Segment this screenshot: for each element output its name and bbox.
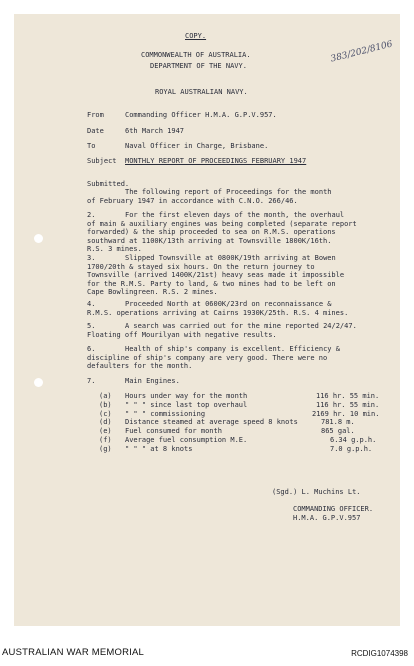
paragraph-line: discipline of ship's company are very good. There were no <box>87 353 328 362</box>
engine-row-key: (f) <box>99 436 112 444</box>
footer-source: AUSTRALIAN WAR MEMORIAL <box>2 647 145 658</box>
punch-hole <box>34 378 43 387</box>
paragraph-line: Health of ship's company is excellent. Efficiency & <box>125 345 340 353</box>
paragraph-line: of February 1947 in accordance with C.N.O. 266/46. <box>87 197 298 205</box>
handwritten-reference: 383/202/8106 <box>329 39 394 65</box>
org-line-2: DEPARTMENT OF THE NAVY. <box>150 62 247 70</box>
engine-row-label: Fuel consumed for month <box>125 427 222 436</box>
paragraph-line: Slipped Townsville at 0800K/19th arriving at Bowen <box>125 254 336 262</box>
subject-value: MONTHLY REPORT OF PROCEEDINGS FEBRUARY 1947 <box>125 157 307 165</box>
org-line-1: COMMONWEALTH OF AUSTRALIA. <box>141 51 251 59</box>
subject-label: Subject <box>87 157 117 165</box>
paragraph-line: Floating off Mourilyan with negative results. <box>87 330 277 339</box>
engine-row-value: 116 hr. 55 min. <box>316 392 380 400</box>
date-value: 6th March 1947 <box>125 127 185 135</box>
paragraph-number: 6. <box>87 345 96 353</box>
paragraph-number: 3. <box>87 254 96 262</box>
engine-row-label: Distance steamed at average speed 8 knots <box>125 418 298 427</box>
submitted-line: Submitted. <box>87 180 130 188</box>
paragraph-line: R.S. 3 mines. <box>87 245 142 253</box>
engine-row-value: 2169 hr. 10 min. <box>312 409 380 418</box>
engine-row-key: (e) <box>99 427 112 436</box>
engine-row-key: (a) <box>99 392 112 400</box>
engine-row-value: 865 gal. <box>321 427 355 436</box>
paragraph-line: Proceeded North at 0600K/23rd on reconnaissance & <box>125 300 332 308</box>
engine-row-value: 6.34 g.p.h. <box>330 436 377 444</box>
engine-row-value: 781.8 m. <box>321 418 355 427</box>
paragraph-line: R.M.S. operations arriving at Cairns 1930K/25th. R.S. 4 mines. <box>87 308 349 317</box>
copy-heading: COPY. <box>185 32 207 40</box>
engine-row-label: " " " at 8 knots <box>125 444 193 453</box>
engine-row-label: Average fuel consumption M.E. <box>125 436 248 444</box>
paragraph-number: 5. <box>87 322 96 330</box>
from-label: From <box>87 111 104 119</box>
paragraph-line: defaulters for the month. <box>87 362 193 370</box>
paragraph-line: A search was carried out for the mine reported 24/2/47. <box>125 322 357 330</box>
paragraph-line: Cape Bowlingreen. R.S. 2 mines. <box>87 288 218 296</box>
engine-row-value: 7.0 g.p.h. <box>330 444 373 453</box>
document-page <box>14 14 400 626</box>
paragraph-line: For the first eleven days of the month, the overhaul <box>125 211 345 219</box>
signature-line: (Sgd.) L. Muchins Lt. <box>272 488 361 496</box>
punch-hole <box>34 234 43 243</box>
engine-row-label: " " " commissioning <box>125 409 206 418</box>
signature-title: COMMANDING OFFICER. <box>293 505 374 513</box>
date-label: Date <box>87 127 104 135</box>
paragraph-line: The following report of Proceedings for the month <box>125 188 332 196</box>
paragraph-line: southward at 1100K/13th arriving at Townsville 1800K/16th. <box>87 236 332 245</box>
paragraph-line: Townsville (arrived 1400K/21st) heavy seas made it impossible <box>87 271 345 279</box>
engine-row-value: 116 hr. 55 min. <box>316 400 380 409</box>
paragraph-line: of main & auxiliary engines was being completed (separate report <box>87 219 357 228</box>
org-line-3: ROYAL AUSTRALIAN NAVY. <box>155 88 248 96</box>
paragraph-number: 4. <box>87 300 96 308</box>
to-label: To <box>87 142 96 150</box>
engine-row-key: (c) <box>99 409 112 418</box>
paragraph-number: 7. <box>87 377 96 385</box>
from-value: Commanding Officer H.M.A. G.P.V.957. <box>125 111 277 119</box>
paragraph-number: 2. <box>87 211 96 219</box>
engine-row-key: (g) <box>99 444 112 453</box>
paragraph-line: forwarded) & the ship proceeded to sea on R.M.S. operations <box>87 228 336 236</box>
footer-record-id: RCDIG1074398 <box>351 649 408 658</box>
engine-row-label: " " " since last top overhaul <box>125 400 248 409</box>
paragraph-line: 1700/20th & stayed six hours. On the return journey to <box>87 262 315 271</box>
section-heading: Main Engines. <box>125 377 180 385</box>
engine-row-label: Hours under way for the month <box>125 392 248 400</box>
signature-title: H.M.A. G.P.V.957 <box>293 513 361 522</box>
engine-row-key: (b) <box>99 400 112 409</box>
to-value: Naval Officer in Charge, Brisbane. <box>125 142 269 150</box>
paragraph-line: for the R.M.S. Party to land, & two mines had to be left on <box>87 279 336 288</box>
engine-row-key: (d) <box>99 418 112 427</box>
